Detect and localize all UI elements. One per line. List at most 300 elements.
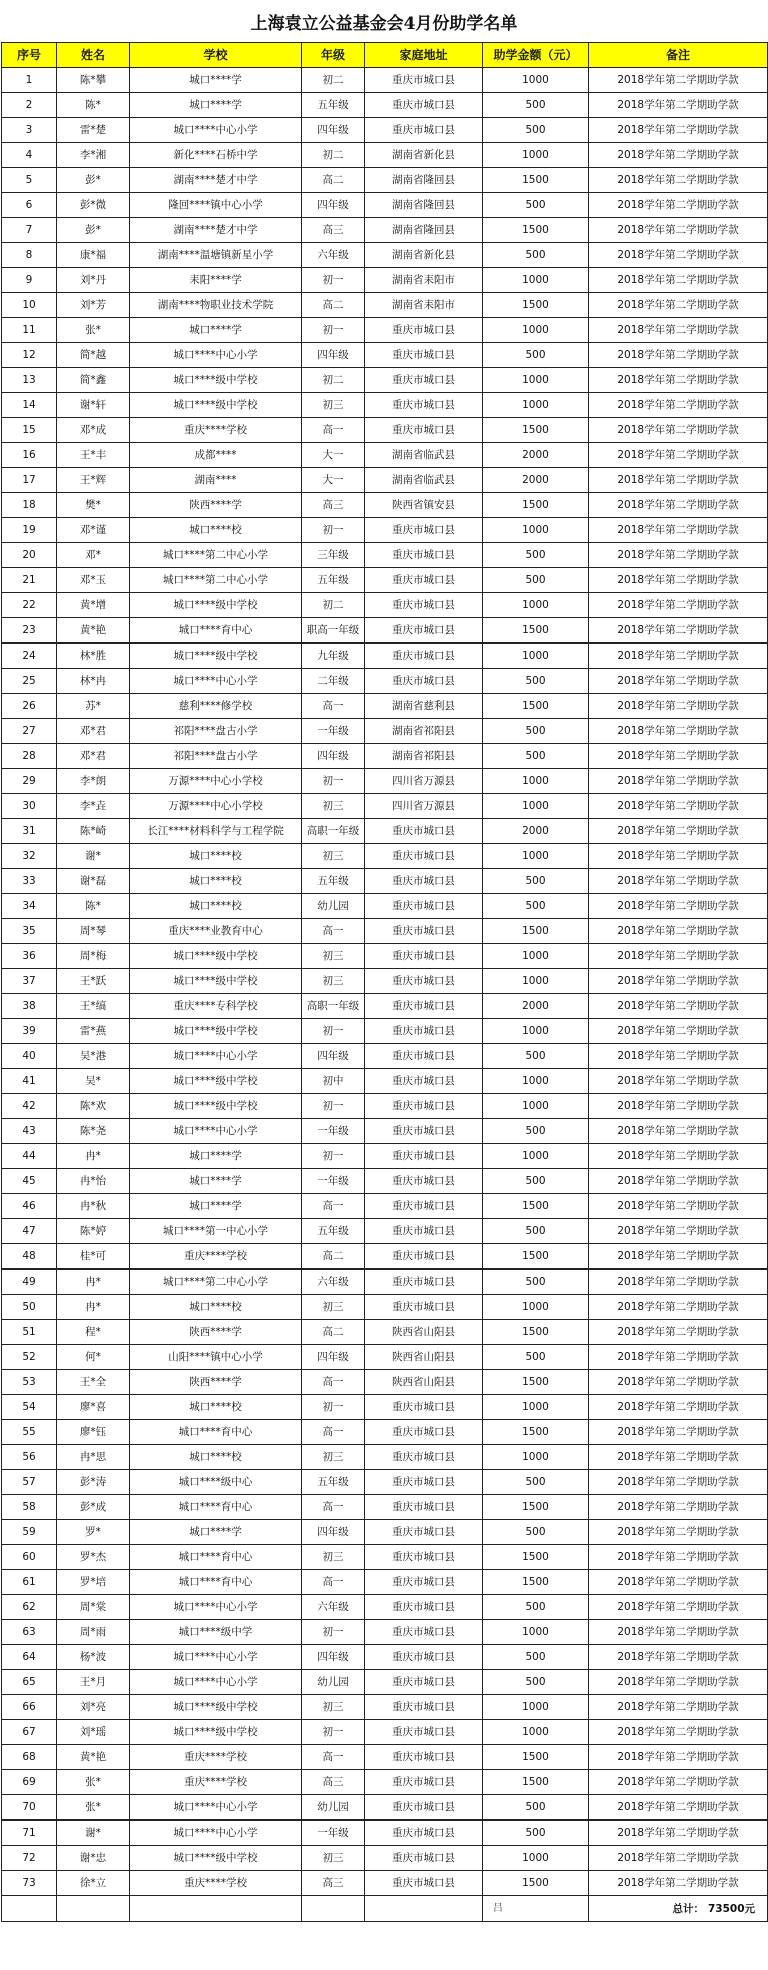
cell-address: 重庆市城口县 <box>365 1119 483 1144</box>
cell-address: 重庆市城口县 <box>365 1595 483 1620</box>
cell-amount: 500 <box>483 1219 589 1244</box>
cell-amount: 2000 <box>483 819 589 844</box>
cell-remark: 2018学年第二学期助学款 <box>589 343 768 368</box>
cell-remark: 2018学年第二学期助学款 <box>589 618 768 644</box>
table-row <box>2 1269 768 1295</box>
table-row <box>2 1119 768 1144</box>
cell-remark: 2018学年第二学期助学款 <box>589 1395 768 1420</box>
cell-remark: 2018学年第二学期助学款 <box>589 944 768 969</box>
cell-name: 邓*君 <box>57 719 130 744</box>
cell-name: 廖*喜 <box>57 1395 130 1420</box>
cell-name: 陈* <box>57 93 130 118</box>
cell-school: 城口****中心小学 <box>130 1795 302 1821</box>
cell-name: 冉*思 <box>57 1445 130 1470</box>
cell-school: 重庆****学校 <box>130 1244 302 1270</box>
cell-school: 城口****级中学校 <box>130 944 302 969</box>
table-row <box>2 1670 768 1695</box>
cell-amount: 1500 <box>483 1320 589 1345</box>
cell-name: 康*福 <box>57 243 130 268</box>
paste-options-icon[interactable]: 吕 <box>493 1903 503 1914</box>
cell-index: 28 <box>2 744 57 769</box>
cell-name: 雷*燕 <box>57 1019 130 1044</box>
table-row <box>2 368 768 393</box>
cell-grade: 初一 <box>302 1094 365 1119</box>
table-row <box>2 1420 768 1445</box>
cell-address: 重庆市城口县 <box>365 393 483 418</box>
cell-address: 重庆市城口县 <box>365 418 483 443</box>
cell-remark: 2018学年第二学期助学款 <box>589 719 768 744</box>
cell-name: 邓*君 <box>57 744 130 769</box>
cell-amount: 500 <box>483 1795 589 1821</box>
cell-school: 城口****级中学校 <box>130 969 302 994</box>
cell-remark: 2018学年第二学期助学款 <box>589 1219 768 1244</box>
table-row <box>2 1595 768 1620</box>
cell-address: 湖南省耒阳市 <box>365 268 483 293</box>
cell-index: 64 <box>2 1645 57 1670</box>
cell-grade: 四年级 <box>302 118 365 143</box>
cell-name: 何* <box>57 1345 130 1370</box>
cell-amount: 500 <box>483 1670 589 1695</box>
table-row <box>2 68 768 93</box>
cell-amount: 500 <box>483 744 589 769</box>
cell-address: 重庆市城口县 <box>365 1820 483 1846</box>
cell-amount: 1000 <box>483 944 589 969</box>
cell-name: 李*湘 <box>57 143 130 168</box>
cell-amount: 500 <box>483 1345 589 1370</box>
cell-grade: 五年级 <box>302 568 365 593</box>
cell-remark: 2018学年第二学期助学款 <box>589 819 768 844</box>
cell-grade: 四年级 <box>302 1645 365 1670</box>
cell-school: 城口****校 <box>130 1395 302 1420</box>
cell-school: 城口****中心小学 <box>130 1820 302 1846</box>
table-row <box>2 468 768 493</box>
cell-name: 邓*玉 <box>57 568 130 593</box>
cell-name: 陈*攀 <box>57 68 130 93</box>
cell-index: 58 <box>2 1495 57 1520</box>
table-row <box>2 694 768 719</box>
cell-school: 成都**** <box>130 443 302 468</box>
cell-index: 9 <box>2 268 57 293</box>
cell-amount: 1500 <box>483 1770 589 1795</box>
cell-school: 湖南**** <box>130 468 302 493</box>
cell-grade: 高三 <box>302 1770 365 1795</box>
cell-grade: 高一 <box>302 919 365 944</box>
cell-school: 城口****级中心 <box>130 1470 302 1495</box>
table-row <box>2 1069 768 1094</box>
cell-address: 重庆市城口县 <box>365 1169 483 1194</box>
cell-name: 彭*成 <box>57 1495 130 1520</box>
cell-amount: 500 <box>483 1269 589 1295</box>
cell-grade: 高一 <box>302 1194 365 1219</box>
cell-address: 陕西省镇安县 <box>365 493 483 518</box>
cell-school: 城口****育中心 <box>130 1420 302 1445</box>
cell-name: 简*越 <box>57 343 130 368</box>
cell-school: 城口****校 <box>130 1295 302 1320</box>
cell-index: 68 <box>2 1745 57 1770</box>
cell-name: 杨*波 <box>57 1645 130 1670</box>
cell-remark: 2018学年第二学期助学款 <box>589 1645 768 1670</box>
cell-remark: 2018学年第二学期助学款 <box>589 293 768 318</box>
table-row <box>2 443 768 468</box>
cell-index: 30 <box>2 794 57 819</box>
cell-address: 重庆市城口县 <box>365 368 483 393</box>
cell-school: 城口****中心小学 <box>130 343 302 368</box>
cell-school: 重庆****学校 <box>130 1871 302 1896</box>
table-row <box>2 193 768 218</box>
cell-address: 重庆市城口县 <box>365 919 483 944</box>
cell-grade: 高二 <box>302 1244 365 1270</box>
cell-address: 湖南省隆回县 <box>365 218 483 243</box>
cell-remark: 2018学年第二学期助学款 <box>589 744 768 769</box>
cell-amount: 1500 <box>483 1420 589 1445</box>
cell-index: 70 <box>2 1795 57 1821</box>
cell-index: 54 <box>2 1395 57 1420</box>
cell-amount: 1000 <box>483 1069 589 1094</box>
cell-school: 城口****学 <box>130 318 302 343</box>
cell-name: 王*跃 <box>57 969 130 994</box>
cell-remark: 2018学年第二学期助学款 <box>589 1820 768 1846</box>
cell-index: 25 <box>2 669 57 694</box>
cell-amount: 500 <box>483 1645 589 1670</box>
cell-remark: 2018学年第二学期助学款 <box>589 1595 768 1620</box>
cell-remark: 2018学年第二学期助学款 <box>589 1044 768 1069</box>
table-row <box>2 618 768 644</box>
cell-school: 祁阳****盘古小学 <box>130 719 302 744</box>
cell-grade: 初一 <box>302 1395 365 1420</box>
cell-address: 四川省万源县 <box>365 769 483 794</box>
cell-grade: 高三 <box>302 1871 365 1896</box>
cell-grade: 高三 <box>302 218 365 243</box>
cell-school: 城口****级中学校 <box>130 1720 302 1745</box>
cell-address: 重庆市城口县 <box>365 869 483 894</box>
cell-address: 重庆市城口县 <box>365 1194 483 1219</box>
cell-school: 城口****校 <box>130 894 302 919</box>
header-grade: 年级 <box>302 43 365 68</box>
cell-index: 7 <box>2 218 57 243</box>
cell-address: 重庆市城口县 <box>365 1269 483 1295</box>
table-row <box>2 1345 768 1370</box>
cell-index: 11 <box>2 318 57 343</box>
cell-amount: 500 <box>483 869 589 894</box>
cell-address: 湖南省临武县 <box>365 468 483 493</box>
cell-school: 城口****级中学校 <box>130 643 302 669</box>
cell-name: 谢* <box>57 844 130 869</box>
cell-name: 王*全 <box>57 1370 130 1395</box>
cell-remark: 2018学年第二学期助学款 <box>589 368 768 393</box>
cell-remark: 2018学年第二学期助学款 <box>589 1570 768 1595</box>
cell-school: 城口****级中学 <box>130 1620 302 1645</box>
cell-school: 城口****学 <box>130 1520 302 1545</box>
cell-address: 重庆市城口县 <box>365 819 483 844</box>
table-row <box>2 593 768 618</box>
cell-name: 冉*怡 <box>57 1169 130 1194</box>
cell-remark: 2018学年第二学期助学款 <box>589 168 768 193</box>
cell-school: 陕西****学 <box>130 493 302 518</box>
cell-grade: 初一 <box>302 318 365 343</box>
table-row <box>2 418 768 443</box>
cell-name: 程* <box>57 1320 130 1345</box>
cell-grade: 初三 <box>302 944 365 969</box>
table-row <box>2 1770 768 1795</box>
cell-address: 重庆市城口县 <box>365 1395 483 1420</box>
table-row <box>2 1295 768 1320</box>
cell-address: 湖南省隆回县 <box>365 168 483 193</box>
cell-school: 城口****中心小学 <box>130 1645 302 1670</box>
cell-amount: 500 <box>483 1520 589 1545</box>
cell-name: 刘*丹 <box>57 268 130 293</box>
cell-amount: 1000 <box>483 1695 589 1720</box>
cell-school: 城口****级中学校 <box>130 1846 302 1871</box>
cell-address: 重庆市城口县 <box>365 118 483 143</box>
cell-address: 重庆市城口县 <box>365 944 483 969</box>
total-label: 总计： <box>672 1902 704 1915</box>
cell-amount: 1000 <box>483 844 589 869</box>
cell-name: 刘*芳 <box>57 293 130 318</box>
header-index: 序号 <box>2 43 57 68</box>
cell-remark: 2018学年第二学期助学款 <box>589 1745 768 1770</box>
cell-remark: 2018学年第二学期助学款 <box>589 1670 768 1695</box>
cell-amount: 500 <box>483 118 589 143</box>
table-row <box>2 1019 768 1044</box>
cell-amount: 1000 <box>483 769 589 794</box>
cell-name: 张* <box>57 1795 130 1821</box>
cell-name: 李*朗 <box>57 769 130 794</box>
cell-index: 27 <box>2 719 57 744</box>
cell-amount: 1000 <box>483 1620 589 1645</box>
cell-school: 城口****学 <box>130 1194 302 1219</box>
total-cell <box>589 1896 768 1922</box>
cell-name: 廖*钰 <box>57 1420 130 1445</box>
cell-school: 湖南****楚才中学 <box>130 168 302 193</box>
cell-address: 重庆市城口县 <box>365 1470 483 1495</box>
cell-remark: 2018学年第二学期助学款 <box>589 143 768 168</box>
cell-index: 66 <box>2 1695 57 1720</box>
cell-grade: 初一 <box>302 1019 365 1044</box>
cell-name: 谢*忠 <box>57 1846 130 1871</box>
cell-amount: 1000 <box>483 1144 589 1169</box>
cell-index: 17 <box>2 468 57 493</box>
cell-amount: 1500 <box>483 1570 589 1595</box>
cell-address: 重庆市城口县 <box>365 593 483 618</box>
cell-remark: 2018学年第二学期助学款 <box>589 1871 768 1896</box>
table-row <box>2 1395 768 1420</box>
cell-school: 万源****中心小学校 <box>130 794 302 819</box>
cell-grade: 高一 <box>302 1370 365 1395</box>
cell-index: 55 <box>2 1420 57 1445</box>
cell-index: 61 <box>2 1570 57 1595</box>
cell-amount: 1000 <box>483 1094 589 1119</box>
cell-index: 57 <box>2 1470 57 1495</box>
cell-school: 城口****中心小学 <box>130 669 302 694</box>
cell-index: 18 <box>2 493 57 518</box>
cell-address: 重庆市城口县 <box>365 1695 483 1720</box>
cell-index: 60 <box>2 1545 57 1570</box>
cell-index: 71 <box>2 1820 57 1846</box>
table-row <box>2 318 768 343</box>
table-row <box>2 143 768 168</box>
cell-school: 城口****级中学校 <box>130 1094 302 1119</box>
cell-amount: 500 <box>483 543 589 568</box>
cell-grade: 初二 <box>302 593 365 618</box>
cell-remark: 2018学年第二学期助学款 <box>589 243 768 268</box>
cell-index: 23 <box>2 618 57 644</box>
cell-amount: 1000 <box>483 643 589 669</box>
cell-address: 重庆市城口县 <box>365 1420 483 1445</box>
cell-index: 4 <box>2 143 57 168</box>
table-row <box>2 293 768 318</box>
cell-address: 重庆市城口县 <box>365 1846 483 1871</box>
cell-amount: 1500 <box>483 1194 589 1219</box>
cell-amount: 1500 <box>483 493 589 518</box>
cell-name: 吴*港 <box>57 1044 130 1069</box>
cell-school: 耒阳****学 <box>130 268 302 293</box>
cell-amount: 1500 <box>483 1370 589 1395</box>
cell-index: 2 <box>2 93 57 118</box>
cell-address: 重庆市城口县 <box>365 518 483 543</box>
cell-index: 32 <box>2 844 57 869</box>
cell-index: 22 <box>2 593 57 618</box>
table-row <box>2 1745 768 1770</box>
cell-school: 陕西****学 <box>130 1320 302 1345</box>
table-row <box>2 1219 768 1244</box>
cell-name: 刘*瑶 <box>57 1720 130 1745</box>
cell-amount: 1000 <box>483 1445 589 1470</box>
cell-remark: 2018学年第二学期助学款 <box>589 1345 768 1370</box>
cell-index: 31 <box>2 819 57 844</box>
cell-index: 6 <box>2 193 57 218</box>
cell-school: 重庆****专科学校 <box>130 994 302 1019</box>
cell-amount: 1500 <box>483 618 589 644</box>
cell-remark: 2018学年第二学期助学款 <box>589 1720 768 1745</box>
cell-school: 城口****校 <box>130 869 302 894</box>
cell-address: 湖南省新化县 <box>365 243 483 268</box>
cell-address: 重庆市城口县 <box>365 643 483 669</box>
cell-name: 冉*秋 <box>57 1194 130 1219</box>
table-row <box>2 1846 768 1871</box>
cell-amount: 1500 <box>483 1545 589 1570</box>
cell-index: 26 <box>2 694 57 719</box>
cell-remark: 2018学年第二学期助学款 <box>589 268 768 293</box>
cell-name: 陈*婷 <box>57 1219 130 1244</box>
cell-school: 城口****中心小学 <box>130 1119 302 1144</box>
cell-name: 邓*谨 <box>57 518 130 543</box>
cell-grade: 初一 <box>302 769 365 794</box>
header-school: 学校 <box>130 43 302 68</box>
page-title: 上海袁立公益基金会4月份助学名单 <box>250 13 518 34</box>
cell-remark: 2018学年第二学期助学款 <box>589 1695 768 1720</box>
cell-amount: 500 <box>483 1595 589 1620</box>
cell-address: 重庆市城口县 <box>365 1770 483 1795</box>
cell-index: 19 <box>2 518 57 543</box>
cell-remark: 2018学年第二学期助学款 <box>589 593 768 618</box>
cell-grade: 二年级 <box>302 669 365 694</box>
cell-grade: 四年级 <box>302 1044 365 1069</box>
cell-remark: 2018学年第二学期助学款 <box>589 1069 768 1094</box>
cell-grade: 初三 <box>302 1695 365 1720</box>
cell-remark: 2018学年第二学期助学款 <box>589 1445 768 1470</box>
cell-index: 47 <box>2 1219 57 1244</box>
cell-remark: 2018学年第二学期助学款 <box>589 1370 768 1395</box>
cell-address: 湖南省隆回县 <box>365 193 483 218</box>
cell-index: 45 <box>2 1169 57 1194</box>
cell-grade: 高一 <box>302 1570 365 1595</box>
cell-amount: 1500 <box>483 1871 589 1896</box>
cell-amount: 1000 <box>483 969 589 994</box>
cell-index: 38 <box>2 994 57 1019</box>
cell-school: 重庆****业教育中心 <box>130 919 302 944</box>
cell-remark: 2018学年第二学期助学款 <box>589 1520 768 1545</box>
header-row <box>2 43 768 68</box>
cell-name: 桂*可 <box>57 1244 130 1270</box>
cell-remark: 2018学年第二学期助学款 <box>589 118 768 143</box>
cell-remark: 2018学年第二学期助学款 <box>589 1094 768 1119</box>
cell-amount: 1500 <box>483 919 589 944</box>
cell-name: 冉* <box>57 1269 130 1295</box>
cell-name: 罗*杰 <box>57 1545 130 1570</box>
cell-amount: 1000 <box>483 268 589 293</box>
table-row <box>2 168 768 193</box>
table-row <box>2 1144 768 1169</box>
cell-grade: 一年级 <box>302 719 365 744</box>
cell-amount: 500 <box>483 1169 589 1194</box>
cell-school: 城口****校 <box>130 518 302 543</box>
cell-name: 张* <box>57 1770 130 1795</box>
total-value: 73500元 <box>707 1902 755 1915</box>
cell-grade: 高二 <box>302 293 365 318</box>
cell-index: 37 <box>2 969 57 994</box>
cell-school: 城口****级中学校 <box>130 1019 302 1044</box>
cell-school: 城口****第二中心小学 <box>130 1269 302 1295</box>
cell-school: 城口****育中心 <box>130 1570 302 1595</box>
cell-remark: 2018学年第二学期助学款 <box>589 1169 768 1194</box>
cell-name: 刘*亮 <box>57 1695 130 1720</box>
cell-grade: 五年级 <box>302 93 365 118</box>
cell-address: 重庆市城口县 <box>365 894 483 919</box>
cell-address: 重庆市城口县 <box>365 543 483 568</box>
cell-index: 44 <box>2 1144 57 1169</box>
table-row <box>2 744 768 769</box>
cell-index: 67 <box>2 1720 57 1745</box>
cell-amount: 2000 <box>483 994 589 1019</box>
cell-address: 重庆市城口县 <box>365 618 483 644</box>
cell-index: 48 <box>2 1244 57 1270</box>
cell-address: 湖南省耒阳市 <box>365 293 483 318</box>
cell-amount: 500 <box>483 243 589 268</box>
cell-grade: 初三 <box>302 844 365 869</box>
cell-amount: 1500 <box>483 1244 589 1270</box>
cell-amount: 500 <box>483 719 589 744</box>
cell-grade: 九年级 <box>302 643 365 669</box>
cell-amount: 2000 <box>483 468 589 493</box>
cell-amount: 2000 <box>483 443 589 468</box>
cell-school: 重庆****学校 <box>130 1745 302 1770</box>
cell-address: 重庆市城口县 <box>365 343 483 368</box>
cell-amount: 500 <box>483 1119 589 1144</box>
cell-remark: 2018学年第二学期助学款 <box>589 1320 768 1345</box>
cell-index: 16 <box>2 443 57 468</box>
header-amount: 助学金额（元） <box>483 43 589 68</box>
cell-remark: 2018学年第二学期助学款 <box>589 844 768 869</box>
cell-grade: 高一 <box>302 694 365 719</box>
table-row <box>2 1795 768 1821</box>
cell-grade: 初一 <box>302 1720 365 1745</box>
cell-school: 湖南****楚才中学 <box>130 218 302 243</box>
cell-name: 邓*成 <box>57 418 130 443</box>
cell-school: 城口****级中学校 <box>130 593 302 618</box>
cell-name: 张* <box>57 318 130 343</box>
cell-index: 53 <box>2 1370 57 1395</box>
cell-index: 33 <box>2 869 57 894</box>
